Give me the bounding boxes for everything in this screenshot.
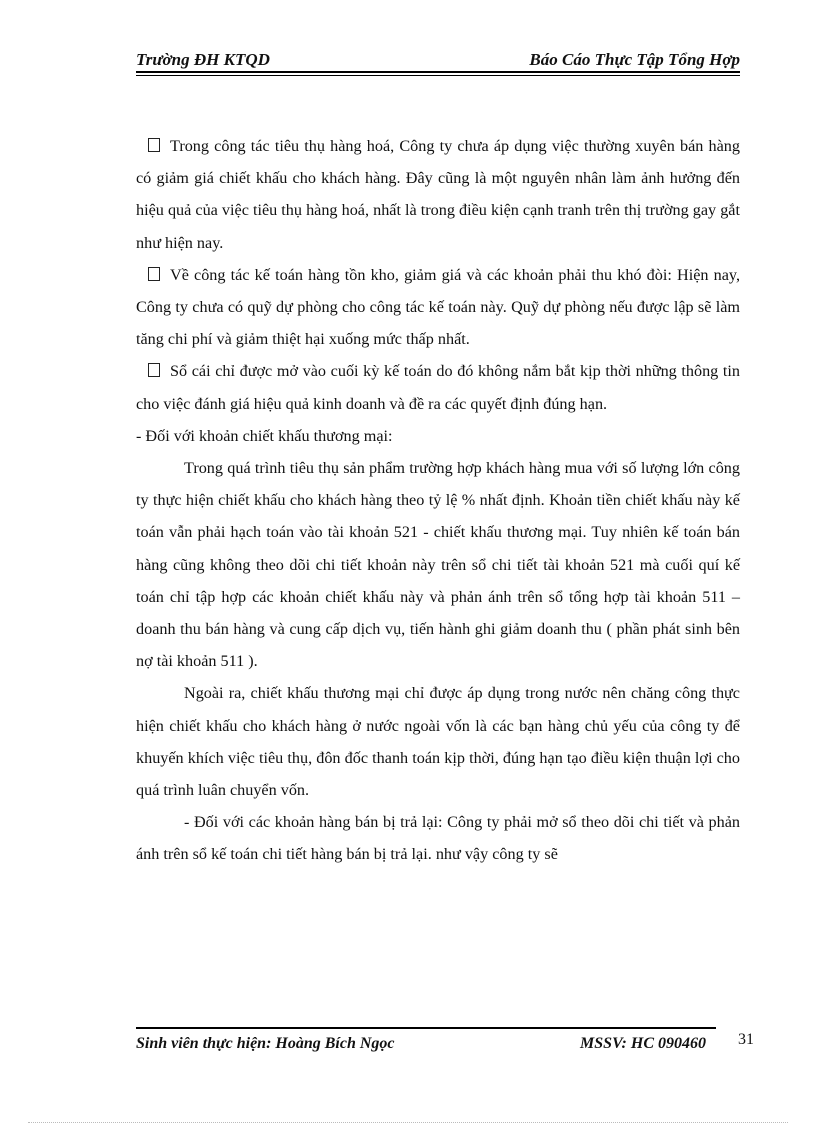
header-report-title: Báo Cáo Thực Tập Tổng Hợp (529, 50, 740, 69)
paragraph-text: Trong công tác tiêu thụ hàng hoá, Công ty chưa áp dụng việc thường xuyên bán hàng có giảm giá chiết khấu cho khách hàng. Đây cũng là một nguyên nhân làm ảnh hưởng đến hiệu quả của việc tiêu thụ hàng hoá, nhất là trong điều kiện cạnh tranh trên thị trường gay gắt như hiện nay. (136, 137, 740, 252)
checkbox-bullet-icon (148, 267, 160, 281)
footer-student-id: MSSV: HC 090460 (580, 1035, 706, 1052)
section-heading: - Đối với khoản chiết khấu thương mại: (136, 426, 393, 445)
paragraph-text: Về công tác kế toán hàng tồn kho, giảm giá và các khoản phải thu khó đòi: Hiện nay, Công ty chưa có quỹ dự phòng cho công tác kế toán này. Quỹ dự phòng nếu được lập sẽ làm tăng chi phí và giảm thiệt hại xuống mức thấp nhất. (136, 265, 740, 349)
paragraph: Ngoài ra, chiết khấu thương mại chỉ được áp dụng trong nước nên chăng công thực hiện chiết khấu cho khách hàng ở nước ngoài vốn là các bạn hàng chủ yếu của công ty để khuyến khích việc tiêu thụ, đôn đốc thanh toán kịp thời, đúng hạn tạo điều kiện thuận lợi cho quá trình luân chuyển vốn. (136, 684, 740, 800)
bullet-paragraph (136, 259, 740, 356)
bullet-paragraph (136, 130, 740, 259)
paragraph-text: Sổ cái chỉ được mở vào cuối kỳ kế toán do đó không nắm bắt kịp thời những thông tin cho việc đánh giá hiệu quả kinh doanh và đề ra các quyết định đúng hạn. (136, 362, 740, 413)
document-body (136, 130, 740, 871)
header-school: Trường ĐH KTQD (136, 50, 270, 69)
header-rule-thin (136, 75, 740, 76)
checkbox-bullet-icon (148, 363, 160, 377)
page-header (136, 46, 740, 74)
footer-student: Sinh viên thực hiện: Hoàng Bích Ngọc (136, 1035, 395, 1052)
paragraph: Trong quá trình tiêu thụ sản phẩm trường hợp khách hàng mua với số lượng lớn công ty thực hiện chiết khấu cho khách hàng theo tỷ lệ % nhất định. Khoản tiền chiết khấu này kế toán vẫn phải hạch toán vào tài khoản 521 - chiết khấu thương mại. Tuy nhiên kế toán bán hàng cũng không theo dõi chi tiết khoản này trên sổ chi tiết tài khoản 521 mà cuối quí kế toán chỉ tập hợp các khoản chiết khấu này và phản ánh trên sổ tổng hợp tài khoản 511 – doanh thu bán hàng và cung cấp dịch vụ, tiến hành ghi giảm doanh thu ( phần phát sinh bên nợ tài khoản 511 ). (136, 459, 740, 671)
header-rule (136, 71, 740, 73)
page-footer (136, 1027, 716, 1057)
checkbox-bullet-icon (148, 138, 160, 152)
page-number: 31 (738, 1031, 754, 1048)
paragraph: - Đối với các khoản hàng bán bị trả lại: Công ty phải mở sổ theo dõi chi tiết và phản ánh trên sổ kế toán chi tiết hàng bán bị trả lại. như vậy công ty sẽ (136, 813, 740, 864)
footer-rule (136, 1027, 716, 1029)
bullet-paragraph (136, 355, 740, 419)
